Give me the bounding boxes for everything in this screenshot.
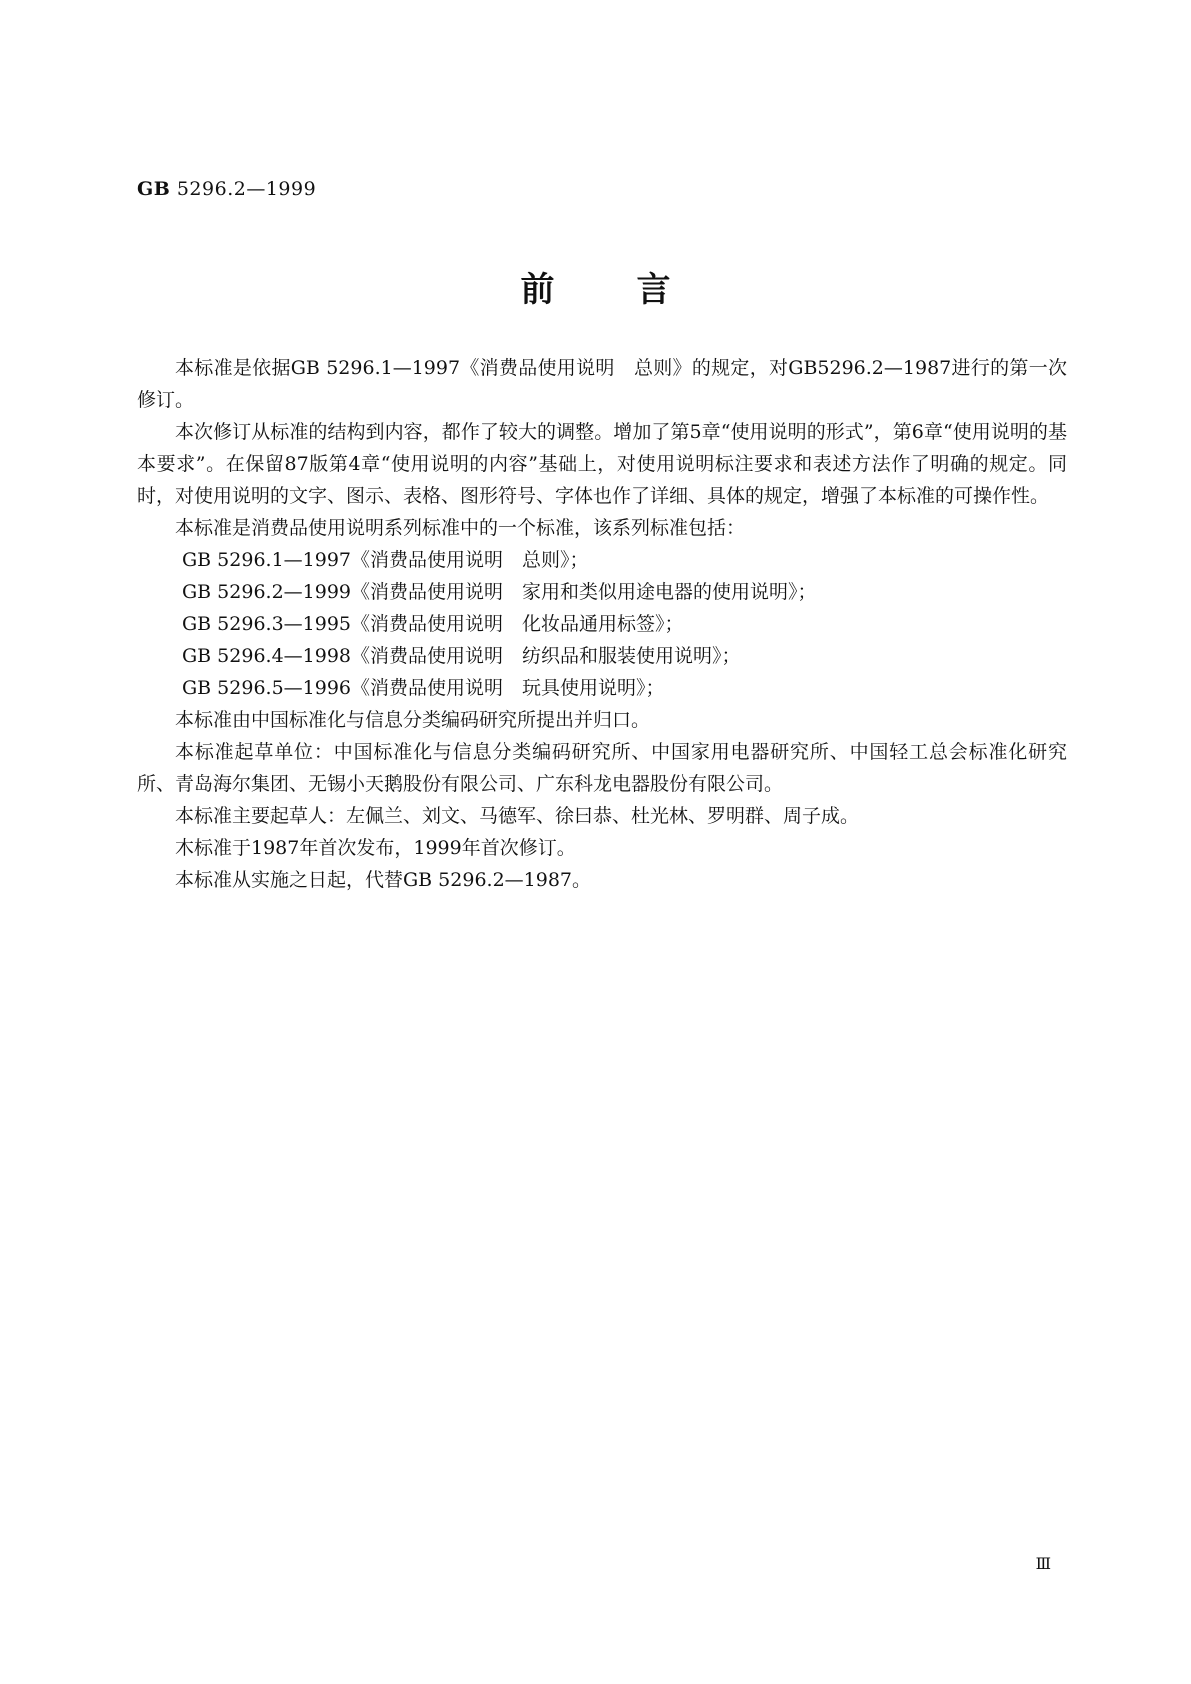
document-header <box>137 178 316 200</box>
paragraph-revision-changes: 本次修订从标准的结构到内容，都作了较大的调整。增加了第5章“使用说明的形式”，第6章“使用说明的基本要求”。在保留87版第4章“使用说明的内容”基础上，对使用说明标注要求和表述方法作了明确的规定。同时，对使用说明的文字、图示、表格、图形符号、字体也作了详细、具体的规定，增强了本标准的可操作性。 <box>137 421 1067 507</box>
paragraph-drafting-units: 本标准起草单位：中国标准化与信息分类编码研究所、中国家用电器研究所、中国轻工总会标准化研究所、青岛海尔集团、无锡小天鹅股份有限公司、广东科龙电器股份有限公司。 <box>137 741 1067 795</box>
standard-number: 5296.2—1999 <box>176 178 317 200</box>
foreword-body <box>137 352 1067 896</box>
paragraph-drafters: 本标准主要起草人：左佩兰、刘文、马德军、徐曰恭、杜光林、罗明群、周子成。 <box>175 805 860 827</box>
list-item: GB 5296.2—1999《消费品使用说明 家用和类似用途电器的使用说明》； <box>182 581 817 603</box>
list-item: GB 5296.3—1995《消费品使用说明 化妆品通用标签》； <box>182 613 684 635</box>
page-title: 前言 <box>520 270 753 310</box>
list-item: GB 5296.1—1997《消费品使用说明 总则》； <box>182 549 589 571</box>
paragraph-revision-basis: 本标准是依据GB 5296.1—1997《消费品使用说明 总则》的规定，对GB5296.2—1987进行的第一次修订。 <box>137 357 1067 411</box>
standard-prefix: GB <box>137 178 171 200</box>
paragraph-series-intro: 本标准是消费品使用说明系列标准中的一个标准，该系列标准包括： <box>175 517 746 539</box>
paragraph-replacement: 本标准从实施之日起，代替GB 5296.2—1987。 <box>175 869 592 891</box>
list-item: GB 5296.4—1998《消费品使用说明 纺织品和服装使用说明》； <box>182 645 741 667</box>
page-number: Ⅲ <box>1035 1554 1051 1573</box>
list-item: GB 5296.5—1996《消费品使用说明 玩具使用说明》； <box>182 677 665 699</box>
paragraph-release-history: 木标准于1987年首次发布，1999年首次修订。 <box>175 837 576 859</box>
paragraph-proposer: 本标准由中国标准化与信息分类编码研究所提出并归口。 <box>175 709 651 731</box>
